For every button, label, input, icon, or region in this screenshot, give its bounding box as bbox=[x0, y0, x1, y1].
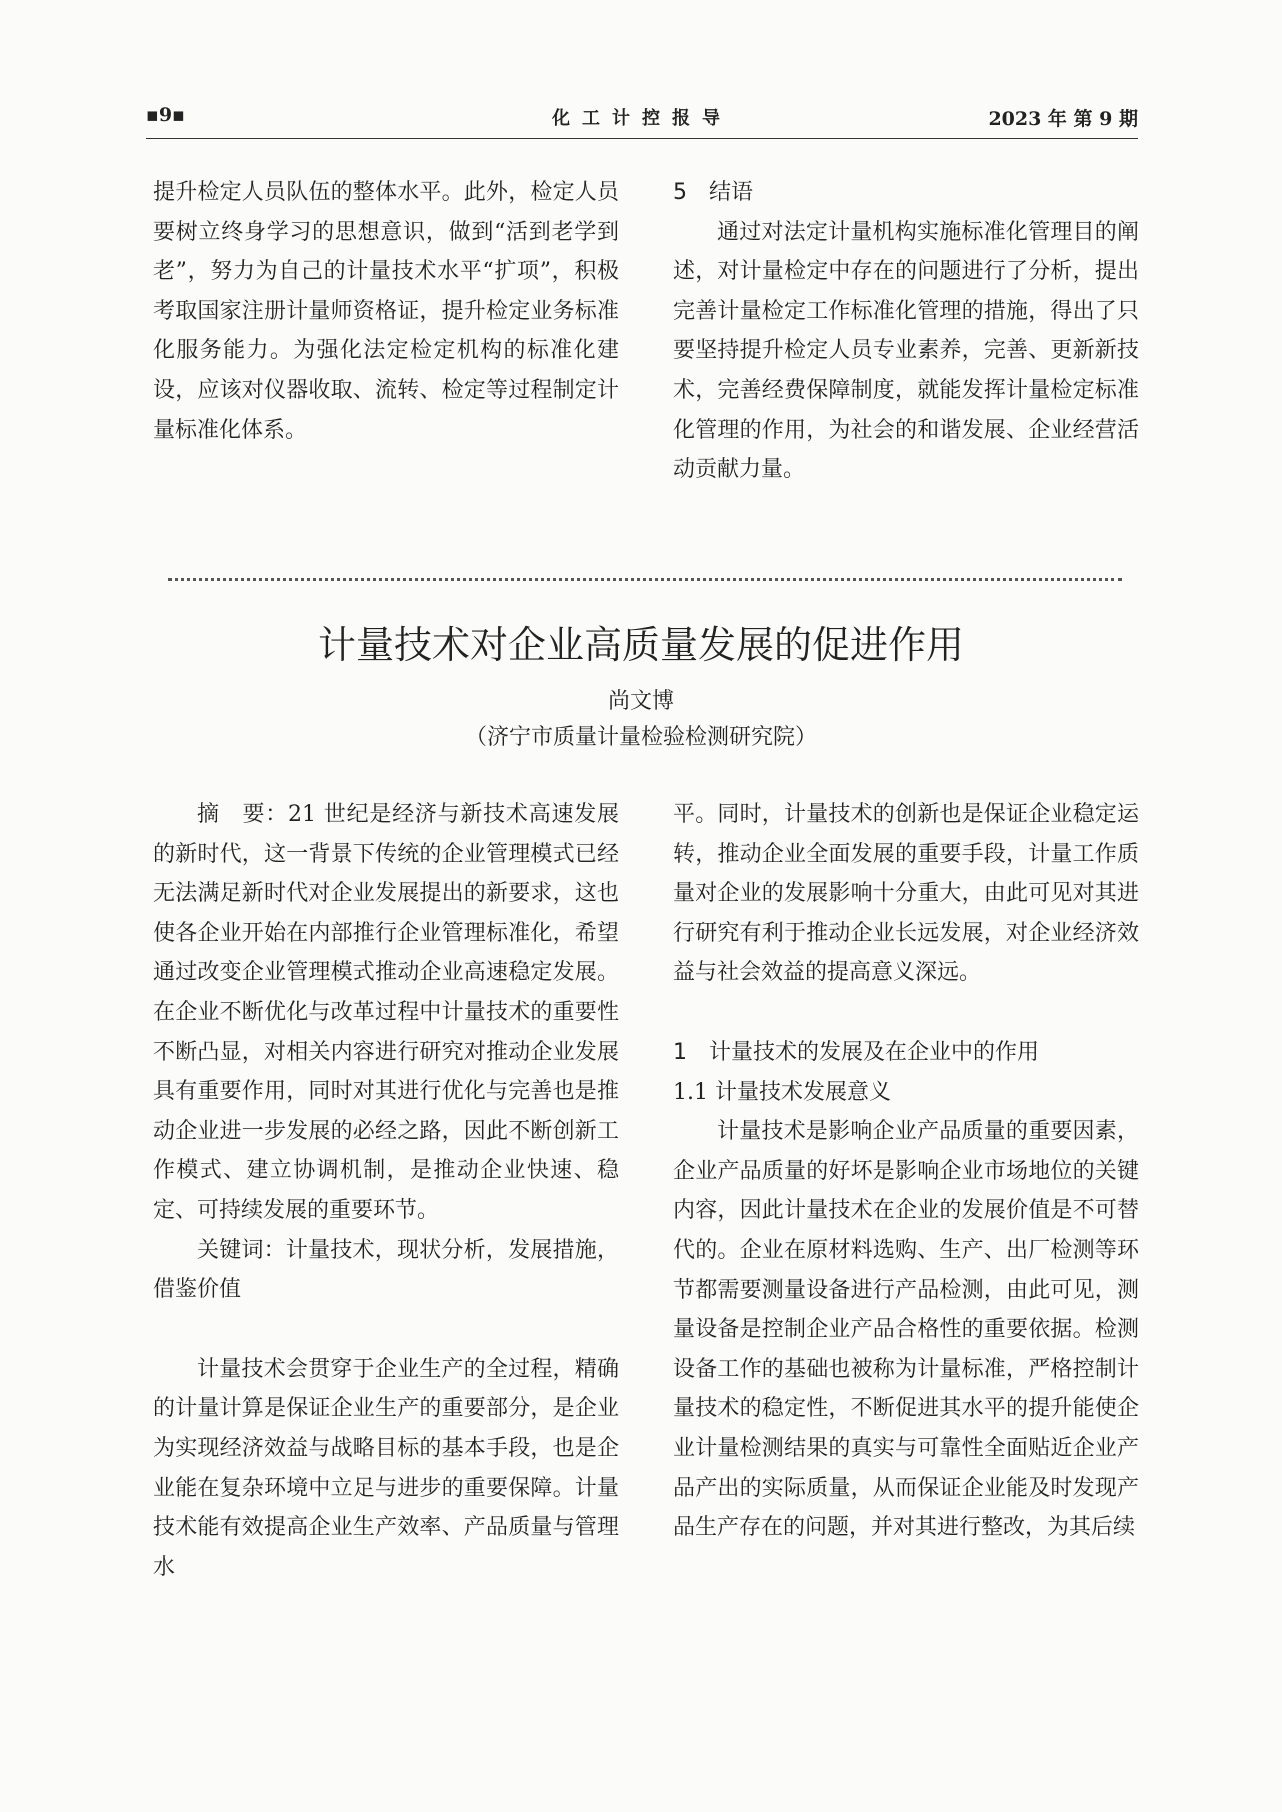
top-left-column bbox=[153, 173, 619, 450]
paragraph: 平。同时，计量技术的创新也是保证企业稳定运转，推动企业全面发展的重要手段，计量工作质量对企业的发展影响十分重大，由此可见对其进行研究有利于推动企业长远发展，对企业经济效益与社会效益的提高意义深远。 bbox=[673, 802, 1139, 986]
bottom-left-column bbox=[153, 795, 619, 1587]
paragraph: 提升检定人员队伍的整体水平。此外，检定人员要树立终身学习的思想意识，做到“活到老学到老”，努力为自己的计量技术水平“扩项”，积极考取国家注册计量师资格证，提升检定业务标准化服务能力。为强化法定检定机构的标准化建设，应该对仪器收取、流转、检定等过程制定计量标准化体系。 bbox=[153, 180, 619, 443]
section-heading: 5 结语 bbox=[673, 180, 753, 205]
subsection-heading: 1.1 计量技术发展意义 bbox=[673, 1079, 891, 1105]
spacer bbox=[153, 1310, 619, 1350]
paragraph: 计量技术是影响企业产品质量的重要因素，企业产品质量的好坏是影响企业市场地位的关键内容，因此计量技术在企业的发展价值是不可替代的。企业在原材料选购、生产、出厂检测等环节都需要测量设备进行产品检测，由此可见，测量设备是控制企业产品合格性的重要依据。检测设备工作的基础也被称为计量标准，严格控制计量技术的稳定性，不断促进其水平的提升能使企业计量检测结果的真实与可靠性全面贴近企业产品产出的实际质量，从而保证企业能及时发现产品生产存在的问题，并对其进行整改，为其后续 bbox=[673, 1119, 1139, 1541]
bottom-right-column bbox=[673, 795, 1139, 1548]
issue-label: 2023 年 第 9 期 bbox=[988, 108, 1138, 130]
article-affiliation: （济宁市质量计量检验检测研究院） bbox=[464, 725, 817, 750]
journal-name: 化工计控报导 bbox=[552, 108, 732, 129]
article-author: 尚文博 bbox=[607, 689, 674, 714]
section-heading: 1 计量技术的发展及在企业中的作用 bbox=[673, 1039, 1039, 1065]
page-number: ▪9▪ bbox=[146, 104, 185, 126]
spacer bbox=[673, 993, 1139, 1033]
dotted-divider bbox=[168, 578, 1122, 581]
top-right-column bbox=[673, 173, 1139, 490]
article-title: 计量技术对企业高质量发展的促进作用 bbox=[317, 623, 964, 667]
paragraph: 计量技术会贯穿于企业生产的全过程，精确的计量计算是保证企业生产的重要部分，是企业为实现经济效益与战略目标的基本手段，也是企业能在复杂环境中立足与进步的重要保障。计量技术能有效提高企业生产效率、产品质量与管理水 bbox=[153, 1356, 619, 1580]
keywords: 关键词：计量技术，现状分析，发展措施，借鉴价值 bbox=[153, 1237, 619, 1303]
running-header bbox=[146, 104, 1138, 139]
paragraph: 通过对法定计量机构实施标准化管理目的阐述，对计量检定中存在的问题进行了分析，提出完善计量检定工作标准化管理的措施，得出了只要坚持提升检定人员专业素养，完善、更新新技术，完善经费保障制度，就能发挥计量检定标准化管理的作用，为社会的和谐发展、企业经营活动贡献力量。 bbox=[673, 219, 1139, 483]
abstract: 摘 要：21 世纪是经济与新技术高速发展的新时代，这一背景下传统的企业管理模式已经无法满足新时代对企业发展提出的新要求，这也使各企业开始在内部推行企业管理标准化，希望通过改变企业管理模式推动企业高速稳定发展。在企业不断优化与改革过程中计量技术的重要性不断凸显，对相关内容进行研究对推动企业发展具有重要作用，同时对其进行优化与完善也是推动企业进一步发展的必经之路，因此不断创新工作模式、建立协调机制，是推动企业快速、稳定、可持续发展的重要环节。 bbox=[153, 802, 619, 1223]
